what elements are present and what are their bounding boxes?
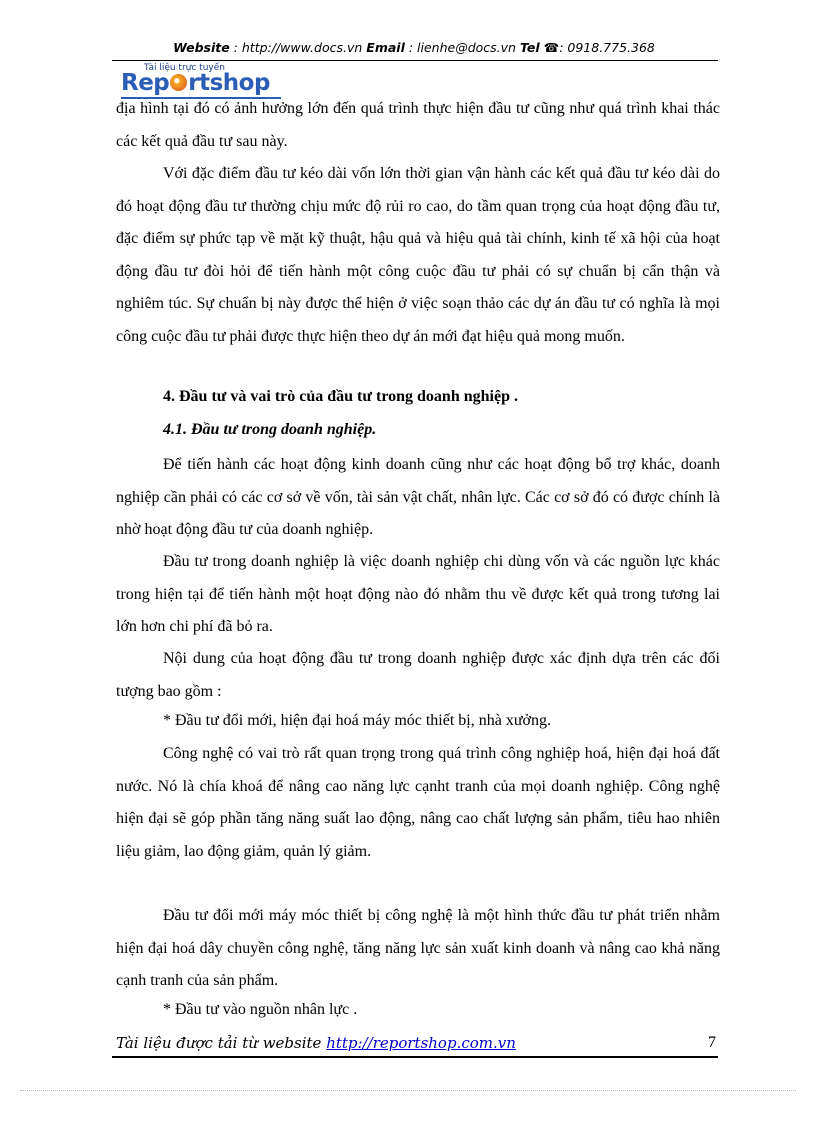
website-label: Website [173,40,230,55]
page-header-contact [112,40,716,55]
phone-icon: ☎ [543,40,560,55]
paragraph-4: Đầu tư trong doanh nghiệp là việc doanh nghiệp chi dùng vốn và các nguồn lực khác trong hiện tại để tiến hành một hoạt động nào đó nhằm thu về được kết quả trong tương lai lớn hơn chi phí đã bỏ ra. [116,553,720,635]
header-rule [112,60,718,61]
section-heading-4: 4. Đầu tư và vai trò của đầu tư trong doanh nghiệp . [163,388,518,405]
page-footer [112,1032,718,1058]
bullet-item-2: * Đầu tư vào nguồn nhân lực . [163,1001,358,1018]
tel-label: Tel [519,40,540,55]
paragraph-6: Công nghệ có vai trò rất quan trọng trong quá trình công nghiệp hoá, hiện đại hoá đất nước. Nó là chía khoá để nâng cao năng lực cạnht tranh của mọi doanh nghiệp. Công nghệ hiện đại sẽ góp phần tăng năng suất lao động, nâng cao chất lượng sản phẩm, tiêu hao nhiên liệu giảm, lao động giảm, quản lý giảm. [116,745,720,860]
page-bottom-divider [20,1090,796,1091]
paragraph-2: Với đặc điểm đầu tư kéo dài vốn lớn thời gian vận hành các kết quả đầu tư kéo dài do đó hoạt động đầu tư thường chịu mức độ rủi ro cao, do tầm quan trọng của hoạt động đầu tư, đặc điểm sự phức tạp về mặt kỹ thuật, hậu quả và hiệu quả tài chính, kinh tế xã hội của hoạt động đầu tư đòi hỏi để tiến hành một công cuộc đầu tư phải có sự chuẩn bị cẩn thận và nghiêm túc. Sự chuẩn bị này được thể hiện ở việc soạn thảo các dự án đầu tư có nghĩa là mọi công cuộc đầu tư phải được thực hiện theo dự án mới đạt hiệu quả mong muốn. [116,165,720,345]
logo-globe-icon [170,74,187,91]
website-value: : http://www.docs.vn [233,40,363,55]
paragraph-1: địa hình tại đó có ảnh hưởng lớn đến quá trình thực hiện đầu tư cũng như quá trình khai thác các kết quả đầu tư sau này. [116,100,720,150]
logo-tagline: Tài liệu trực tuyến [144,63,225,73]
paragraph-7: Đầu tư đổi mới máy móc thiết bị công nghệ là một hình thức đầu tư phát triển nhằm hiện đại hoá dây chuyền công nghệ, tăng năng lực sản xuất kinh doanh và nâng cao khả năng cạnh tranh của sản phẩm. [116,907,720,989]
tel-value: : 0918.775.368 [559,40,655,55]
email-label: Email [366,40,405,55]
footer-link[interactable]: http://reportshop.com.vn [326,1034,516,1052]
section-heading-4-1: 4.1. Đầu tư trong doanh nghiệp. [163,421,377,438]
footer-text: Tài liệu được tải từ website http://reportshop.com.vn [116,1034,516,1052]
logo-wordmark: Rep rtshop [121,70,270,96]
paragraph-5: Nội dung của hoạt động đầu tư trong doanh nghiệp được xác định dựa trên các đối tượng bao gồm : [116,650,720,700]
bullet-item-1: * Đầu tư đổi mới, hiện đại hoá máy móc thiết bị, nhà xưởng. [163,712,551,729]
page-number: 7 [708,1034,716,1051]
paragraph-3: Để tiến hành các hoạt động kinh doanh cũng như các hoạt động bổ trợ khác, doanh nghiệp cần phải có các cơ sở về vốn, tài sản vật chất, nhân lực. Các cơ sở đó có được chính là nhờ hoạt động đầu tư của doanh nghiệp. [116,456,720,538]
email-value: : lienhe@docs.vn [408,40,516,55]
